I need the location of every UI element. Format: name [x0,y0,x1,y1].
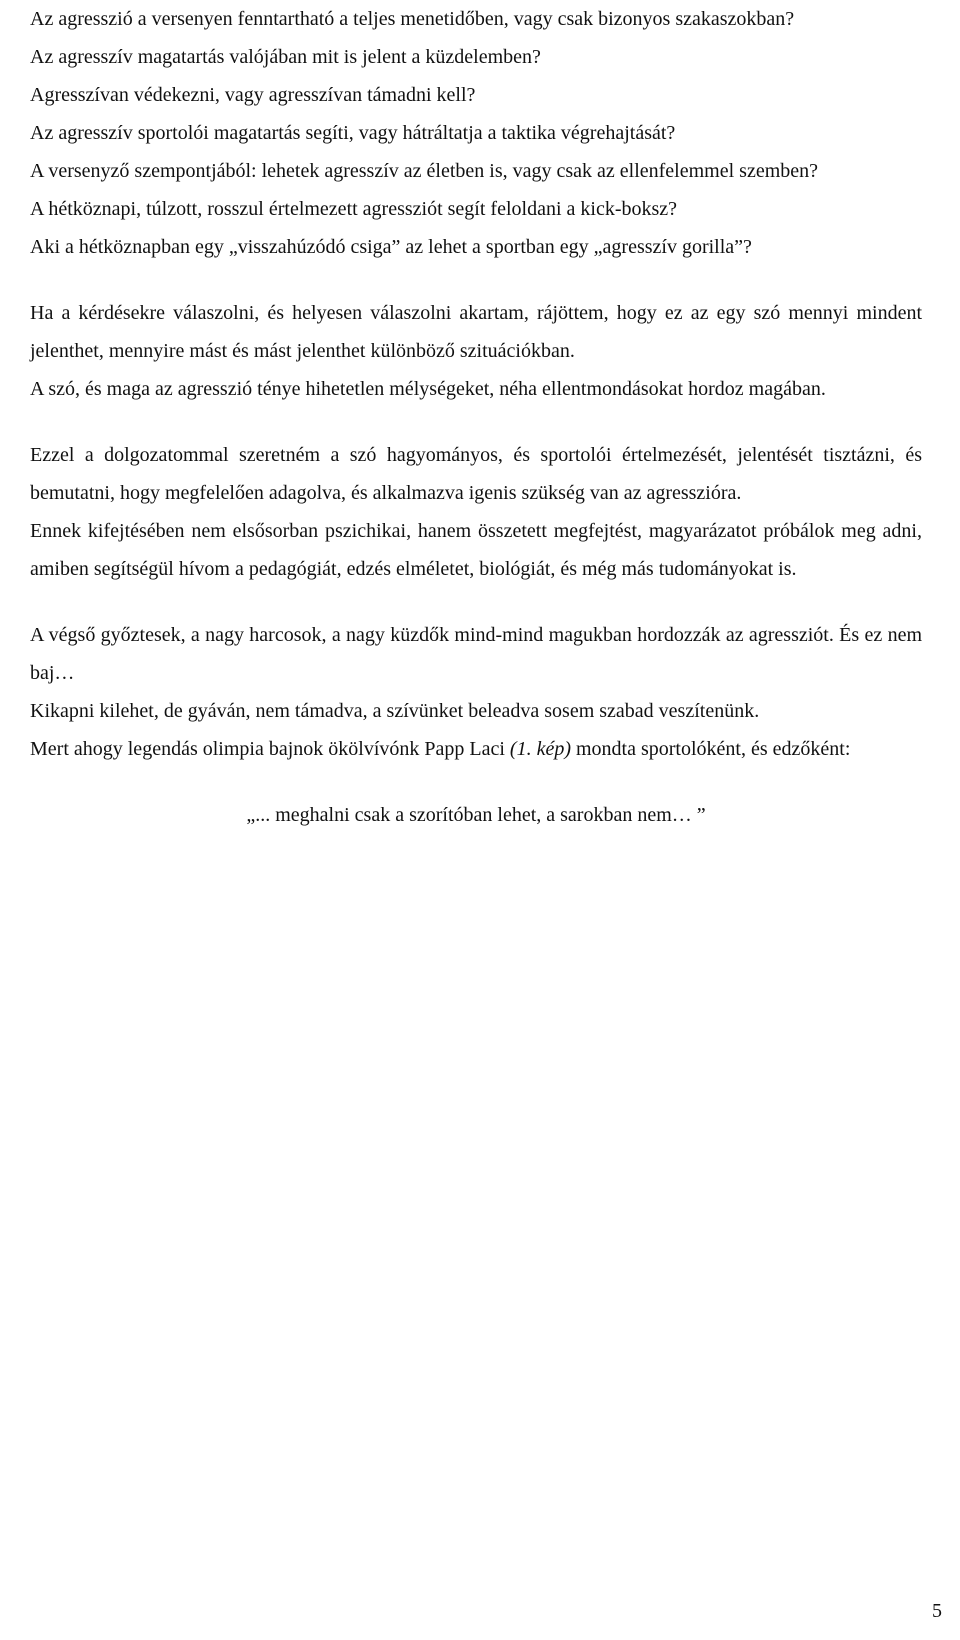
paragraph-gap [30,768,922,796]
papp-text-after: mondta sportolóként, és edzőként: [570,738,851,760]
paragraph-winners: A végső győztesek, a nagy harcosok, a nagy küzdők mind-mind magukban hordozzák az agressziót. És ez nem baj… [30,624,922,684]
question-5: A versenyző szempontjából: lehetek agresszív az életben is, vagy csak az ellenfelemmel szemben? [30,160,819,182]
papp-text-before: Mert ahogy legendás olimpia bajnok ökölvívónk Papp Laci [30,738,510,760]
figure-reference: (1. kép) [509,738,571,760]
paragraph-gap [30,266,922,294]
paragraph-depths: A szó, és maga az agresszió ténye hihetetlen mélységeket, néha ellentmondásokat hordoz magában. [30,378,826,400]
question-6: A hétköznapi, túlzott, rosszul értelmezett agressziót segít feloldani a kick-boksz? [30,198,678,220]
question-4: Az agresszív sportolói magatartás segíti, vagy hátráltatja a taktika végrehajtását? [30,122,676,144]
question-7: Aki a hétköznapban egy „visszahúzódó csiga” az lehet a sportban egy „agresszív gorilla”? [30,236,752,258]
paragraph-answers: Ha a kérdésekre válaszolni, és helyesen válaszolni akartam, rájöttem, hogy ez az egy szó mennyi mindent jelenthet, mennyire mást és mást jelenthet különböző szituációkban. [30,302,922,362]
papp-quote: „... meghalni csak a szorítóban lehet, a sarokban nem… ” [246,804,706,826]
question-3: Agresszívan védekezni, vagy agresszívan támadni kell? [30,84,476,106]
page-number: 5 [932,1600,942,1622]
question-1: Az agresszió a versenyen fenntartható a teljes menetidőben, vagy csak bizonyos szakaszokban? [30,8,795,30]
paragraph-lose: Kikapni kilehet, de gyáván, nem támadva, a szívünket beleadva sosem szabad veszítenünk. [30,700,760,722]
paragraph-aim: Ezzel a dolgozatommal szeretném a szó hagyományos, és sportolói értelmezését, jelentését tisztázni, és bemutatni, hogy megfelelően adagolva, és alkalmazva igenis szükség van az agresszióra. [30,444,922,504]
question-2: Az agresszív magatartás valójában mit is jelent a küzdelemben? [30,46,541,68]
paragraph-gap [30,588,922,616]
body-text [30,0,922,834]
paragraph-method: Ennek kifejtésében nem elsősorban pszichikai, hanem összetett megfejtést, magyarázatot próbálok meg adni, amiben segítségül hívom a pedagógiát, edzés elméletet, biológiát, és még más tudományokat is. [30,520,922,580]
paragraph-papp [30,730,922,768]
paragraph-gap [30,408,922,436]
